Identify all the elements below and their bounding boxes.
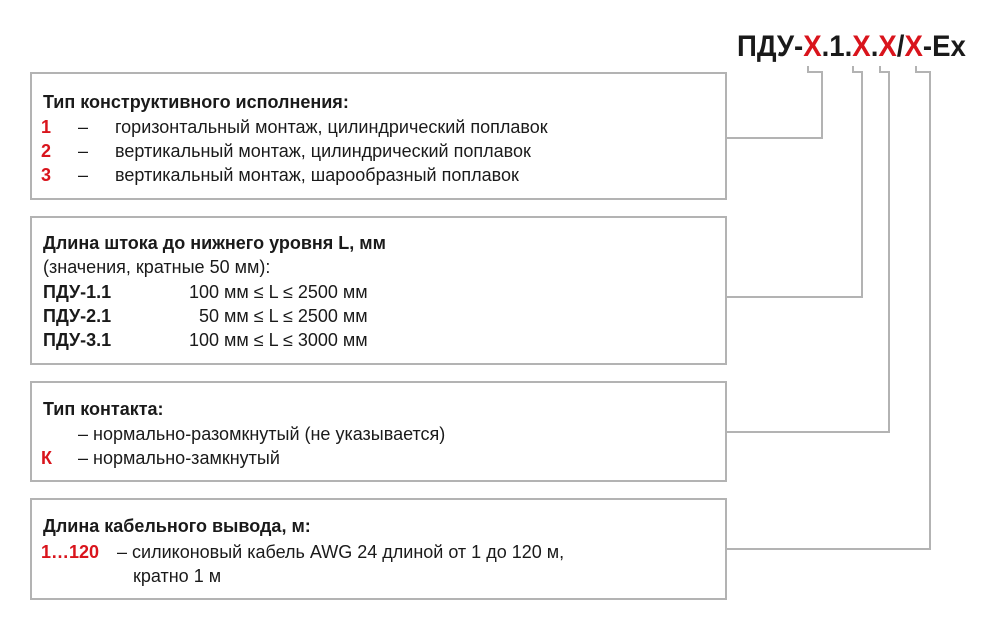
box-stem-length	[30, 216, 727, 365]
code-sep3: /	[896, 30, 905, 63]
box2-model-2: ПДУ-2.1	[43, 306, 112, 326]
box4-title: Длина кабельного вывода, м:	[43, 516, 311, 536]
box2-model-1: ПДУ-1.1	[43, 282, 112, 302]
box1-text-1: горизонтальный монтаж, цилиндрический поплавок	[115, 117, 548, 137]
box1-key-1: 1	[41, 117, 52, 137]
box1-key-2: 2	[41, 141, 52, 161]
code-x4: Х	[904, 30, 923, 63]
box4-text: – силиконовый кабель AWG 24 длиной от 1 до 120 м,	[117, 542, 565, 562]
box-cable-length	[30, 498, 727, 600]
connector-2	[726, 66, 862, 297]
box3-key: К	[41, 448, 52, 468]
box4-key: 1…120	[41, 542, 100, 562]
box1-dash-2: –	[78, 141, 89, 161]
box1-key-3: 3	[41, 165, 52, 185]
box2-range-2: 50 мм ≤ L ≤ 2500 мм	[199, 306, 368, 326]
connector-1	[726, 66, 822, 138]
box3-row1: – нормально-разомкнутый (не указывается)	[78, 424, 446, 444]
box1-text-3: вертикальный монтаж, шарообразный поплавок	[115, 165, 519, 185]
box-contact-type	[30, 381, 727, 482]
box3-row2: – нормально-замкнутый	[78, 448, 280, 468]
box-construction-type	[30, 72, 727, 200]
code-prefix: ПДУ-	[737, 30, 804, 63]
code-sep1: .1.	[821, 30, 853, 63]
code-suffix: -Ex	[922, 30, 966, 63]
box1-title: Тип конструктивного исполнения:	[43, 92, 349, 112]
box2-title: Длина штока до нижнего уровня L, мм	[43, 233, 386, 253]
box3-title: Тип контакта:	[43, 399, 164, 419]
box1-text-2: вертикальный монтаж, цилиндрический поплавок	[115, 141, 531, 161]
box2-subtitle: (значения, кратные 50 мм):	[43, 257, 271, 277]
code-x1: Х	[803, 30, 822, 63]
box1-dash-1: –	[78, 117, 89, 137]
code-x3: Х	[878, 30, 897, 63]
box2-range-3: 100 мм ≤ L ≤ 3000 мм	[189, 330, 368, 350]
box2-range-1: 100 мм ≤ L ≤ 2500 мм	[189, 282, 368, 302]
box4-text2: кратно 1 м	[133, 566, 222, 586]
box2-model-3: ПДУ-3.1	[43, 330, 112, 350]
code-x2: Х	[852, 30, 871, 63]
connector-3	[726, 66, 889, 432]
box1-dash-3: –	[78, 165, 89, 185]
code-sep2: .	[870, 30, 879, 63]
